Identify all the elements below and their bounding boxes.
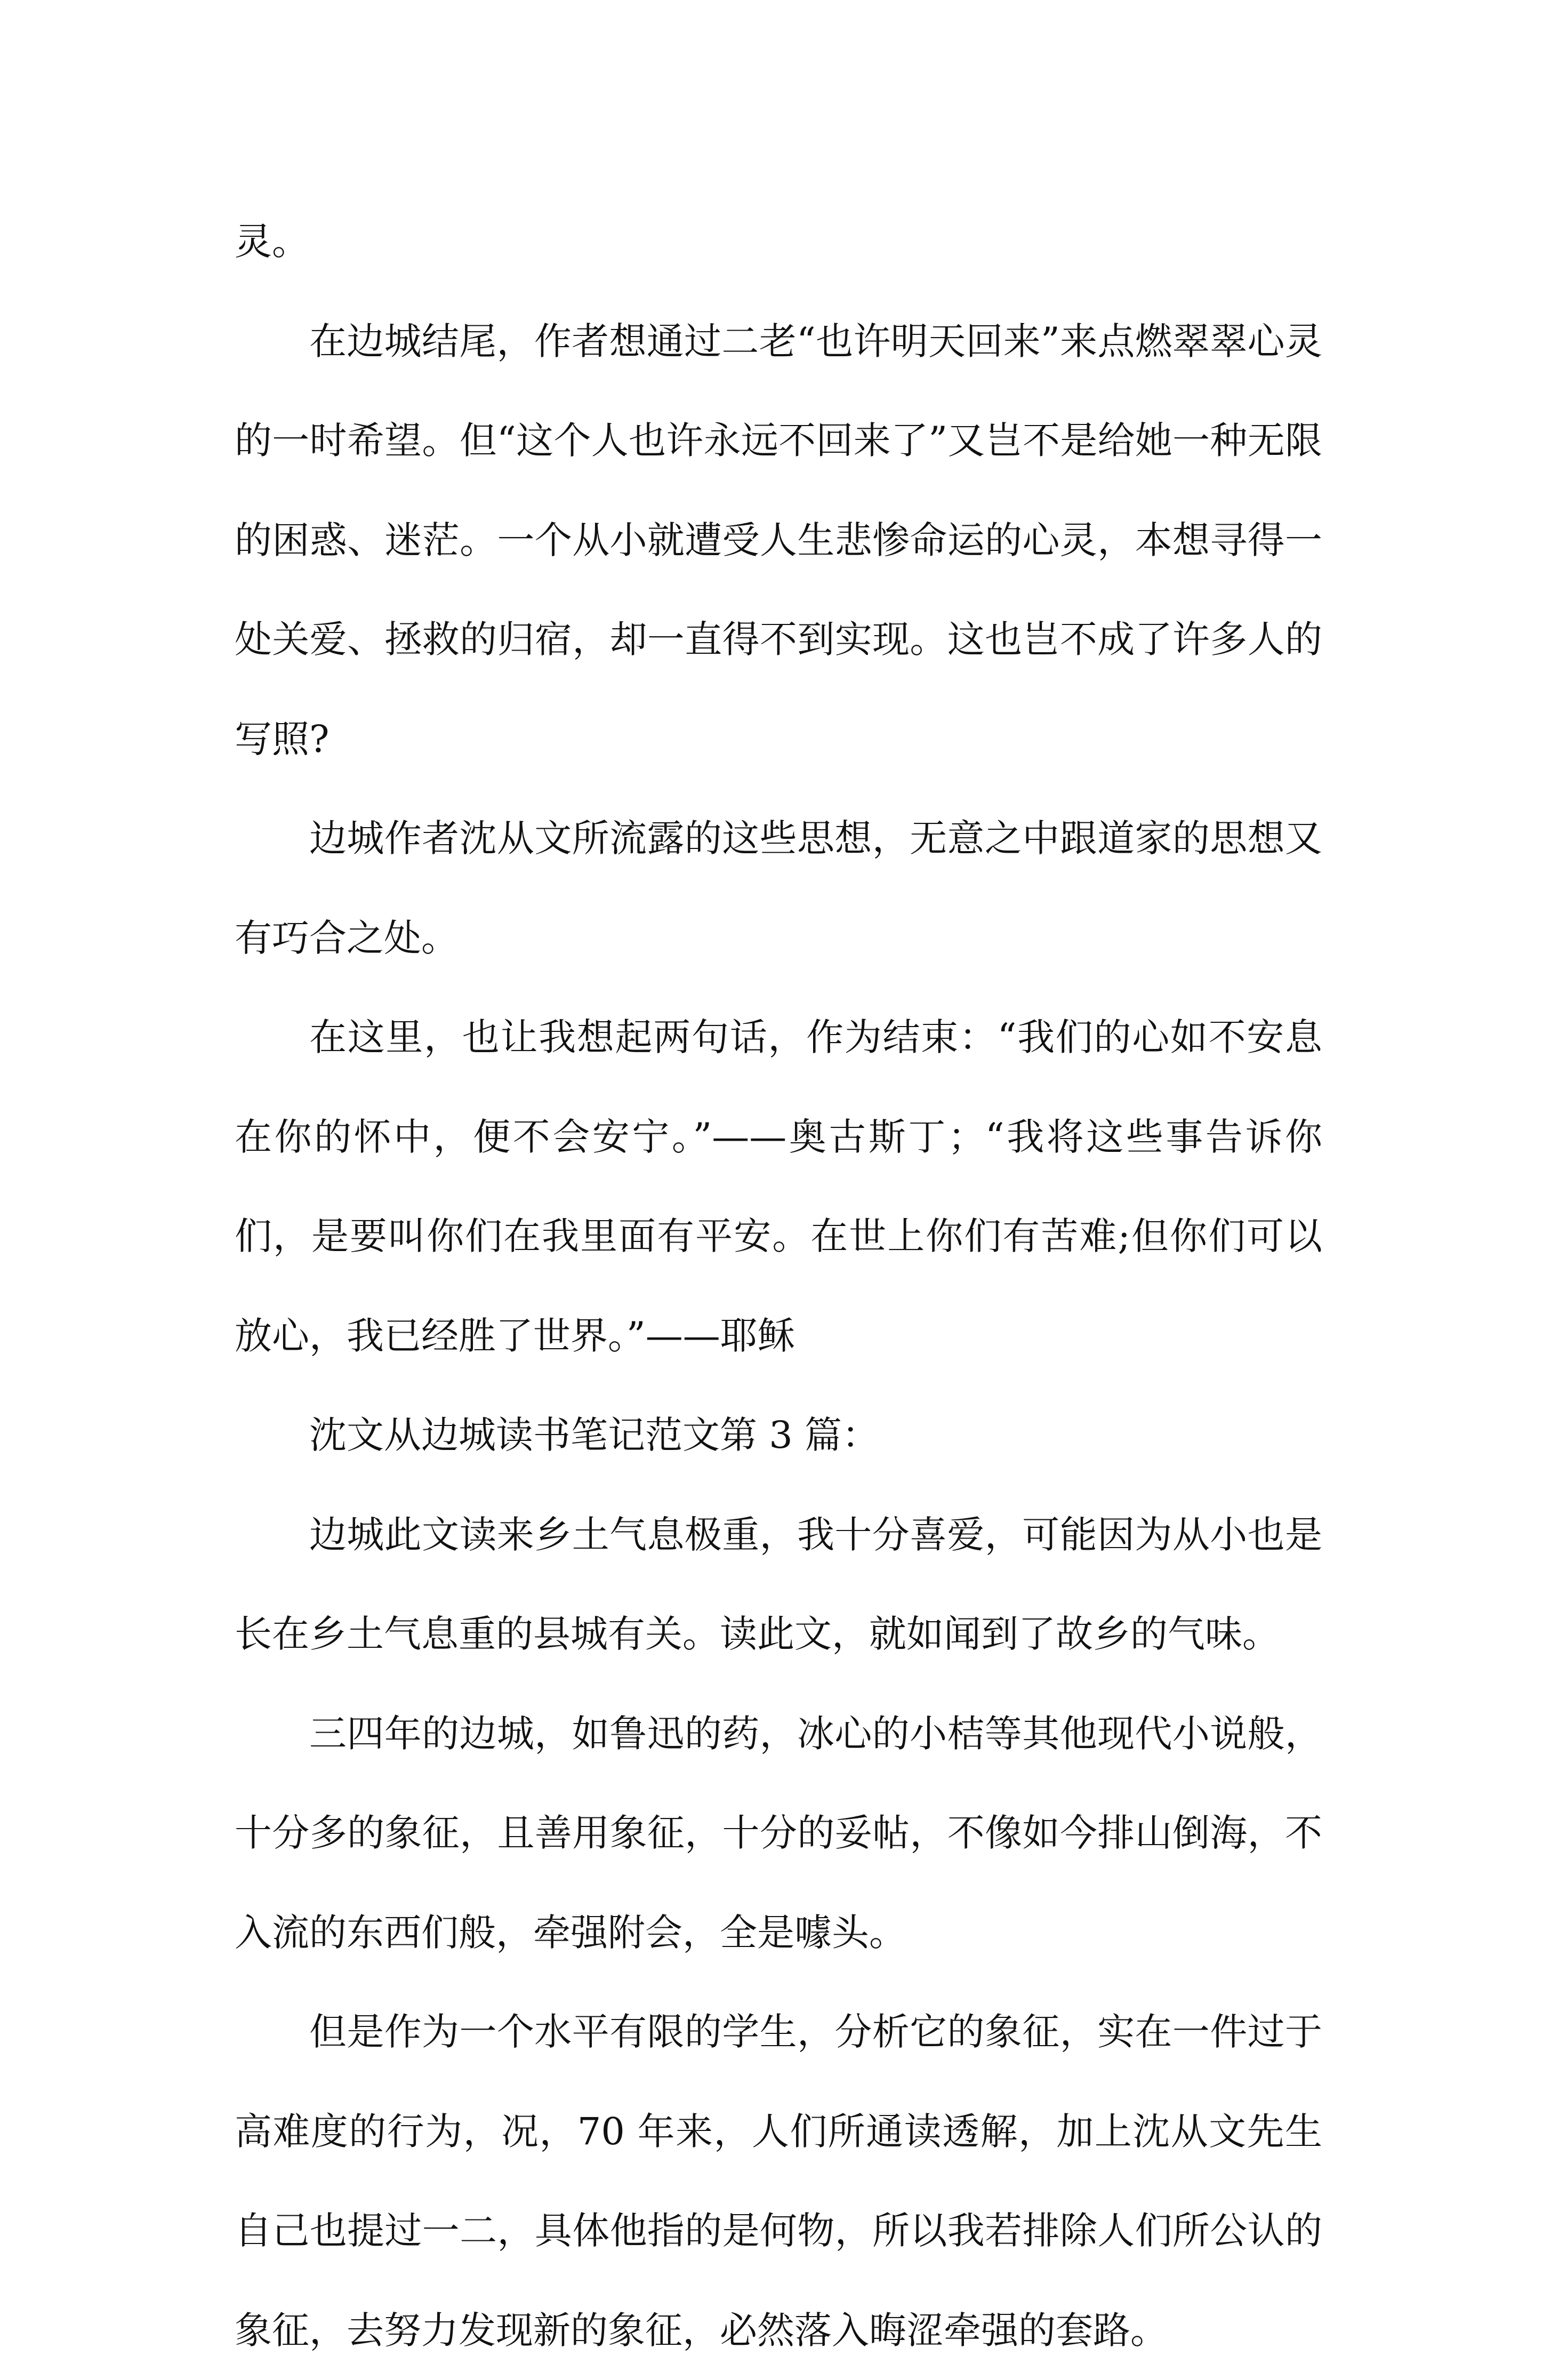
paragraph: 但是作为一个水平有限的学生，分析它的象征，实在一件过于高难度的行为，况，70 年来，人们所通读透解，加上沈从文先生自己也提过一二，具体他指的是何物，所以我若排除人们所公认的象征，去努力发现新的象征，必然落入晦涩牵强的套路。 bbox=[235, 2010, 1322, 2352]
paragraph: 边城此文读来乡土气息极重，我十分喜爱，可能因为从小也是长在乡土气息重的县城有关。读此文，就如闻到了故乡的气味。 bbox=[235, 1512, 1322, 1656]
paragraph-continuation: 灵。 bbox=[235, 220, 309, 263]
paragraph: 三四年的边城，如鲁迅的药，冰心的小桔等其他现代小说般，十分多的象征，且善用象征，十分的妥帖，不像如今排山倒海，不入流的东西们般，牵强附会，全是噱头。 bbox=[235, 1711, 1322, 1954]
paragraph: 在边城结尾，作者想通过二老“也许明天回来”来点燃翠翠心灵的一时希望。但“这个人也许永远不回来了”又岂不是给她一种无限的困惑、迷茫。一个从小就遭受人生悲惨命运的心灵，本想寻得一处关爱、拯救的归宿，却一直得不到实现。这也岂不成了许多人的写照? bbox=[235, 319, 1322, 761]
section-heading: 沈文从边城读书笔记范文第 3 篇： bbox=[309, 1413, 880, 1457]
body-text bbox=[235, 192, 1322, 2380]
paragraph: 边城作者沈从文所流露的这些思想，无意之中跟道家的思想又有巧合之处。 bbox=[235, 816, 1322, 960]
paragraph: 在这里，也让我想起两句话，作为结束：“我们的心如不安息在你的怀中，便不会安宁。”——奥古斯丁；“我将这些事告诉你们，是要叫你们在我里面有平安。在世上你们有苦难;但你们可以放心，我已经胜了世界。”——耶稣 bbox=[235, 1015, 1322, 1358]
